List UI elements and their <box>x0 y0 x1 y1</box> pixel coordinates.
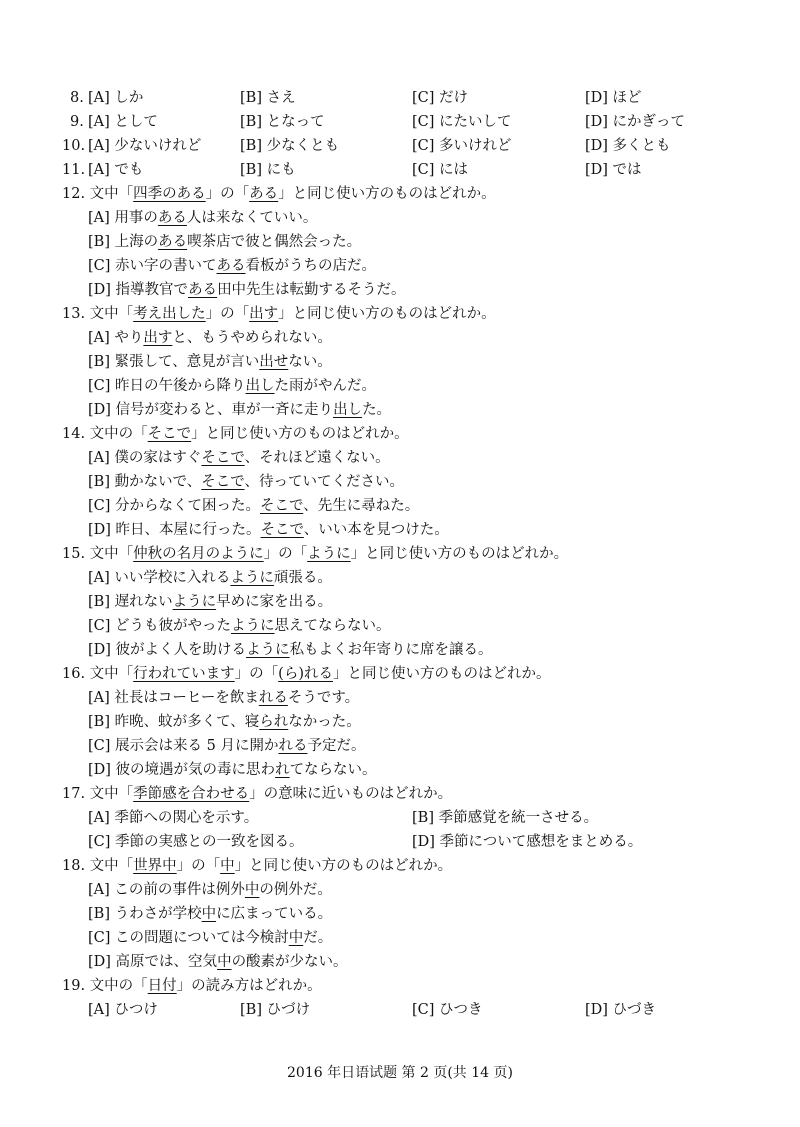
question-16-option-c: [C] 展示会は来る 5 月に開かれる予定だ。 <box>88 738 366 754</box>
question-15-option-a: [A] いい学校に入れるように頑張る。 <box>88 570 332 586</box>
question-17-option-a: [A] 季節への関心を示す。 <box>88 810 259 826</box>
question-number: 10. <box>62 138 86 154</box>
question-14-stem: 14. 文中の「そこで」と同じ使い方のものはどれか。 <box>62 426 409 442</box>
question-14-option-b: [B] 動かないで、そこで、待っていてください。 <box>88 474 405 490</box>
option-b: [B] ひづけ <box>240 1002 311 1018</box>
option-b: [B] となって <box>240 114 325 130</box>
question-12-option-b: [B] 上海のある喫茶店で彼と偶然会った。 <box>88 234 362 250</box>
question-16-option-b: [B] 昨晩、蚊が多くて、寝られなかった。 <box>88 714 361 730</box>
question-14-option-c: [C] 分からなくて困った。そこで、先生に尋ねた。 <box>88 498 420 514</box>
question-12-option-a: [A] 用事のある人は来なくていい。 <box>88 210 318 226</box>
question-18-option-b: [B] うわさが学校中に広まっている。 <box>88 906 333 922</box>
choice-row-11 <box>0 158 800 182</box>
question-15-option-b: [B] 遅れないように早めに家を出る。 <box>88 594 333 610</box>
option-a: [A] 少ないけれど <box>88 138 202 154</box>
question-17-stem: 17. 文中「季節感を合わせる」の意味に近いものはどれか。 <box>62 786 453 802</box>
question-number: 8. <box>70 90 84 106</box>
question-19-options <box>0 998 800 1022</box>
question-17-option-c: [C] 季節の実感との一致を図る。 <box>88 834 304 850</box>
choice-row-10 <box>0 134 800 158</box>
option-d: [D] では <box>585 162 642 178</box>
question-18-option-a: [A] この前の事件は例外中の例外だ。 <box>88 882 332 898</box>
question-16-option-d: [D] 彼の境遇が気の毒に思われてならない。 <box>88 762 377 778</box>
question-number: 11. <box>62 162 86 178</box>
option-c: [C] だけ <box>412 90 469 106</box>
option-c: [C] ひつき <box>412 1002 483 1018</box>
option-b: [B] 少なくとも <box>240 138 340 154</box>
option-a: [A] ひつけ <box>88 1002 158 1018</box>
question-14-option-a: [A] 僕の家はすぐそこで、それほど遠くない。 <box>88 450 390 466</box>
option-c: [C] には <box>412 162 469 178</box>
question-15-stem: 15. 文中「仲秋の名月のように」の「ように」と同じ使い方のものはどれか。 <box>62 546 569 562</box>
option-d: [D] にかぎって <box>585 114 686 130</box>
option-b: [B] にも <box>240 162 296 178</box>
question-18-option-c: [C] この問題については今検討中だ。 <box>88 930 333 946</box>
question-18-stem: 18. 文中「世界中」の「中」と同じ使い方のものはどれか。 <box>62 858 453 874</box>
question-15-option-d: [D] 彼がよく人を助けるように私もよくお年寄りに席を譲る。 <box>88 642 493 658</box>
question-14-option-d: [D] 昨日、本屋に行った。そこで、いい本を見つけた。 <box>88 522 449 538</box>
choice-row-9 <box>0 110 800 134</box>
question-12-option-c: [C] 赤い字の書いてある看板がうちの店だ。 <box>88 258 377 274</box>
question-13-option-c: [C] 昨日の午後から降り出した雨がやんだ。 <box>88 378 377 394</box>
question-17-option-b: [B] 季節感覚を統一させる。 <box>412 810 599 826</box>
option-d: [D] ほど <box>585 90 642 106</box>
option-a: [A] として <box>88 114 158 130</box>
question-16-option-a: [A] 社長はコーヒーを飲まれるそうです。 <box>88 690 360 706</box>
option-c: [C] にたいして <box>412 114 512 130</box>
question-18-option-d: [D] 高原では、空気中の酸素が少ない。 <box>88 954 348 970</box>
question-number: 9. <box>70 114 84 130</box>
page-footer: 2016 年日语试题 第 2 页(共 14 页) <box>287 1065 513 1081</box>
option-b: [B] さえ <box>240 90 296 106</box>
question-17-option-d: [D] 季節について感想をまとめる。 <box>412 834 643 850</box>
option-c: [C] 多いけれど <box>412 138 512 154</box>
option-d: [D] ひづき <box>585 1002 657 1018</box>
option-a: [A] しか <box>88 90 144 106</box>
question-19-stem: 19. 文中の「日付」の読み方はどれか。 <box>62 978 322 994</box>
question-13-option-a: [A] やり出すと、もうやめられない。 <box>88 330 332 346</box>
option-a: [A] でも <box>88 162 144 178</box>
question-12-option-d: [D] 指導教官である田中先生は転勤するそうだ。 <box>88 282 406 298</box>
question-13-stem: 13. 文中「考え出した」の「出す」と同じ使い方のものはどれか。 <box>62 306 496 322</box>
question-12-stem: 12. 文中「四季のある」の「ある」と同じ使い方のものはどれか。 <box>62 186 496 202</box>
choice-row-8 <box>0 86 800 110</box>
option-d: [D] 多くとも <box>585 138 671 154</box>
question-13-option-d: [D] 信号が変わると、車が一斉に走り出した。 <box>88 402 392 418</box>
question-13-option-b: [B] 緊張して、意見が言い出せない。 <box>88 354 332 370</box>
question-15-option-c: [C] どうも彼がやったように思えてならない。 <box>88 618 391 634</box>
question-16-stem: 16. 文中「行われています」の「(ら)れる」と同じ使い方のものはどれか。 <box>62 666 551 682</box>
